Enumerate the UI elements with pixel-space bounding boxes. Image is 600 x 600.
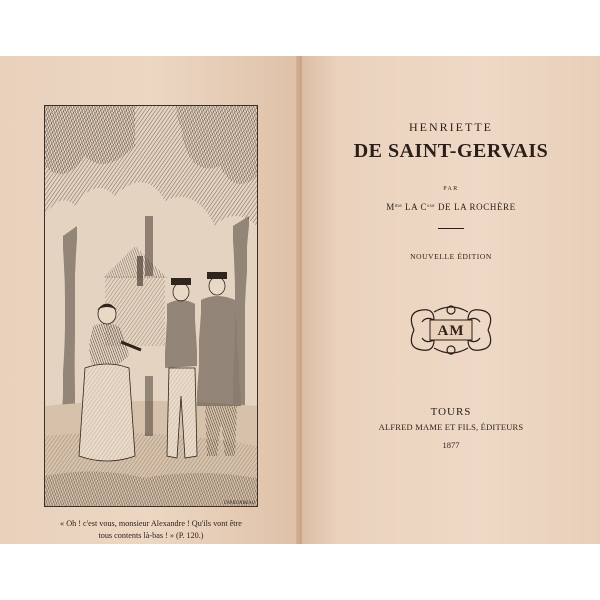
illustration-caption xyxy=(40,518,262,542)
separator-rule xyxy=(438,228,464,229)
book-spread xyxy=(0,56,600,544)
publisher-name: ALFRED MAME ET FILS, ÉDITEURS xyxy=(378,422,524,432)
svg-text:AM: AM xyxy=(437,323,465,339)
edition-label: NOUVELLE ÉDITION xyxy=(410,252,492,261)
caption-line-2: tous contents là-bas ! » (P. 120.) xyxy=(98,531,204,540)
author-line: $M^{me}$ LA $C^{sse}$ DE LA ROCHÈRE xyxy=(386,202,516,212)
title-page xyxy=(302,56,600,544)
caption-line-1: « Oh ! c'est vous, monsieur Alexandre ! Qu'ils vont être xyxy=(60,519,242,528)
title-line-1: HENRIETTE xyxy=(409,120,493,134)
engraving-illustration-icon xyxy=(45,106,257,506)
left-page xyxy=(0,56,300,544)
publication-year: 1877 xyxy=(442,440,460,450)
frontispiece-engraving xyxy=(44,105,258,507)
publisher-city: TOURS xyxy=(430,406,472,418)
by-label: PAR xyxy=(443,186,459,192)
title-line-2: DE SAINT-GERVAIS xyxy=(353,140,549,162)
publisher-monogram-icon xyxy=(404,302,498,358)
engraver-credit: CARBONNEAU xyxy=(223,500,255,505)
